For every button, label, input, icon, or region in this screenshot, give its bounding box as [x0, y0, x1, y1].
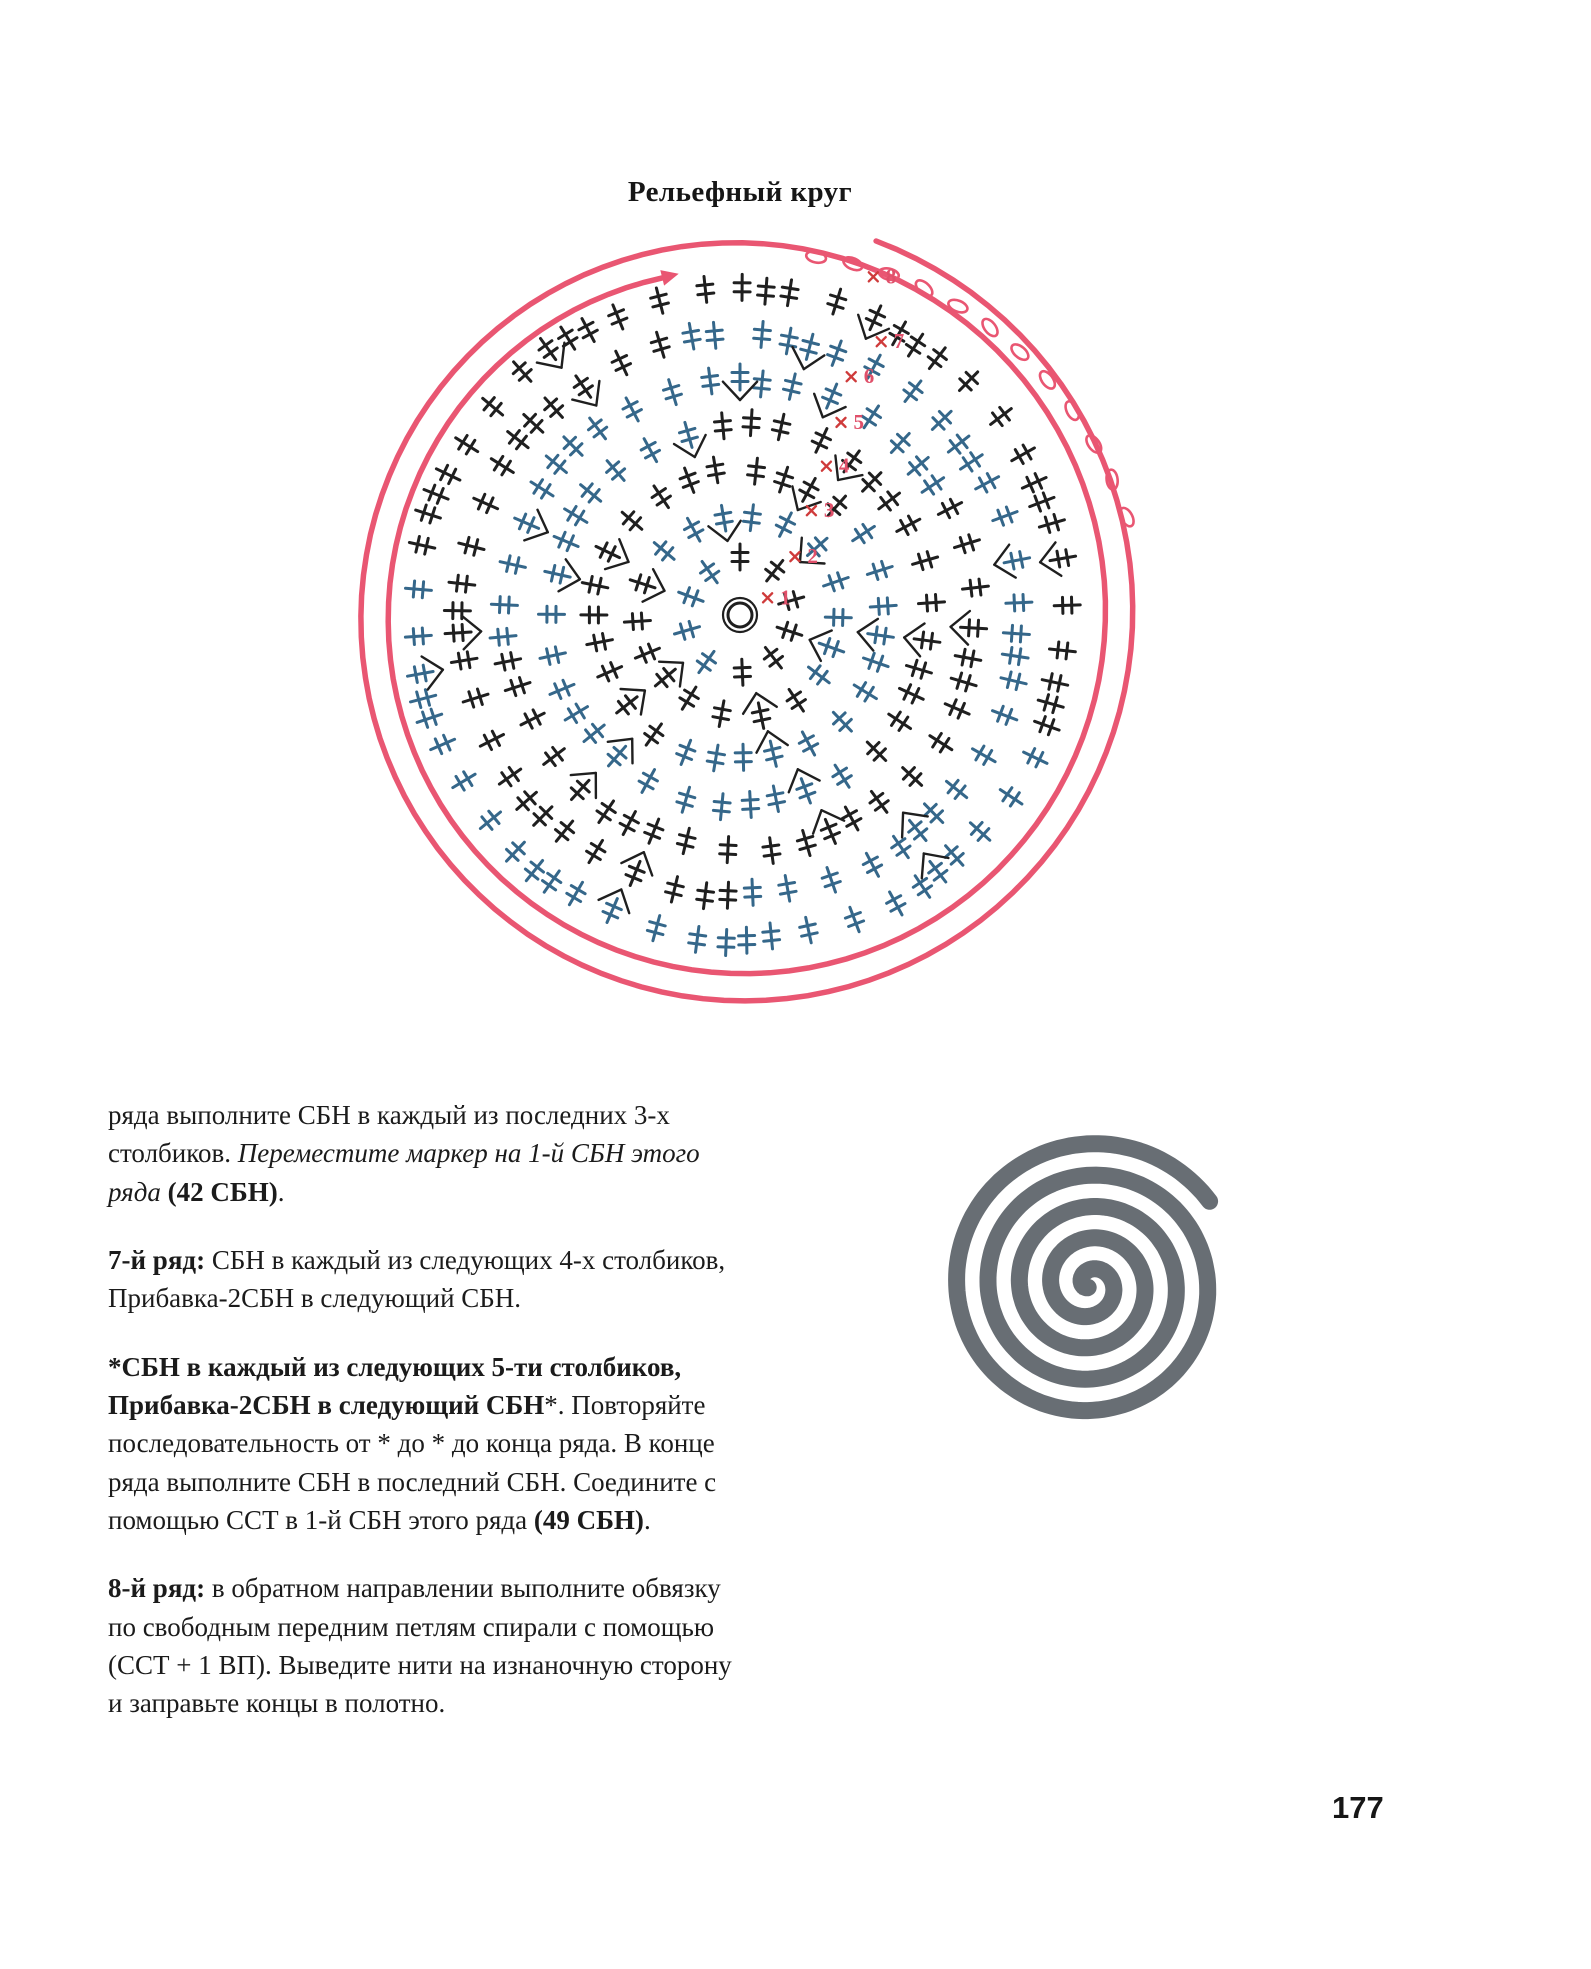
chain-stitch-icon — [913, 277, 935, 299]
instructions — [108, 1096, 742, 1753]
text-segment: *. Повторяйте последовательность от * до * до конца ряда. В конце ряда выполните СБН в последний СБН. Соедините с помощью ССТ в 1-й СБН этого ряда — [108, 1389, 717, 1535]
round-marker-6 — [847, 364, 875, 388]
chain-stitch-icon — [1117, 506, 1136, 529]
text-segment: Переместите маркер на 1-й СБН этого ряда — [108, 1138, 700, 1207]
spiral-figure — [925, 1120, 1255, 1450]
stitch-ring-6 — [444, 322, 1032, 909]
round-number-label: 6 — [863, 364, 875, 389]
text-segment: *СБН в каждый из следующих 5-ти столбиков, Прибавка-2СБН в следующий СБН — [108, 1351, 682, 1420]
paragraph — [108, 1241, 742, 1318]
text-segment: 8-й ряд: — [108, 1573, 212, 1604]
round-number-label: 4 — [838, 453, 850, 478]
paragraph — [108, 1096, 742, 1211]
text-segment: в обратном направлении выполните обвязку по свободным передним петлям спирали с помощью (ССТ + 1 ВП). Выведите нити на изнаночную сторону и заправьте концы в полотно. — [108, 1573, 732, 1719]
paragraph — [108, 1569, 742, 1722]
round-number-label: 5 — [853, 409, 864, 434]
round-number-label: 1 — [780, 585, 791, 610]
text-segment: . — [643, 1504, 651, 1535]
round-marker-5 — [837, 410, 865, 434]
stitch-ring-7 — [405, 274, 1080, 955]
paragraph — [108, 1348, 742, 1540]
round-marker-1 — [763, 585, 791, 609]
round-number-label: 2 — [807, 544, 818, 569]
magic-ring — [723, 598, 757, 632]
text-segment: (49 СБН) — [533, 1504, 644, 1535]
round-number-label: 8 — [885, 264, 897, 289]
stitch-rings — [405, 274, 1080, 955]
text-segment: СБН в каждый из следующих 4-х столбиков, Прибавка-2СБН в следующий СБН. — [108, 1244, 726, 1314]
text-segment: 7-й ряд: — [108, 1244, 212, 1275]
page-number: 177 — [1332, 1790, 1384, 1825]
text-segment: . — [277, 1176, 285, 1207]
spiral-figure-path — [957, 1144, 1210, 1411]
spiral-photo-figure — [925, 1120, 1255, 1450]
text-segment: ряда выполните СБН в каждый из последних 3-х столбиков. — [108, 1100, 670, 1169]
page-title: Рельефный круг — [627, 176, 853, 208]
crochet-diagram-figure — [330, 215, 1140, 1025]
round-number-label: 3 — [823, 498, 835, 523]
stitch-ring-1 — [675, 544, 804, 685]
text-segment: (42 СБН) — [167, 1176, 278, 1207]
spiral-arrowhead-icon — [660, 270, 678, 286]
crochet-chart — [330, 215, 1140, 1025]
round-number-label: 7 — [893, 329, 905, 354]
stitch-ring-3 — [581, 457, 896, 771]
round-marker-2 — [790, 544, 818, 568]
chain-stitch-icon — [1063, 399, 1082, 422]
stitch-ring-2 — [624, 505, 851, 729]
